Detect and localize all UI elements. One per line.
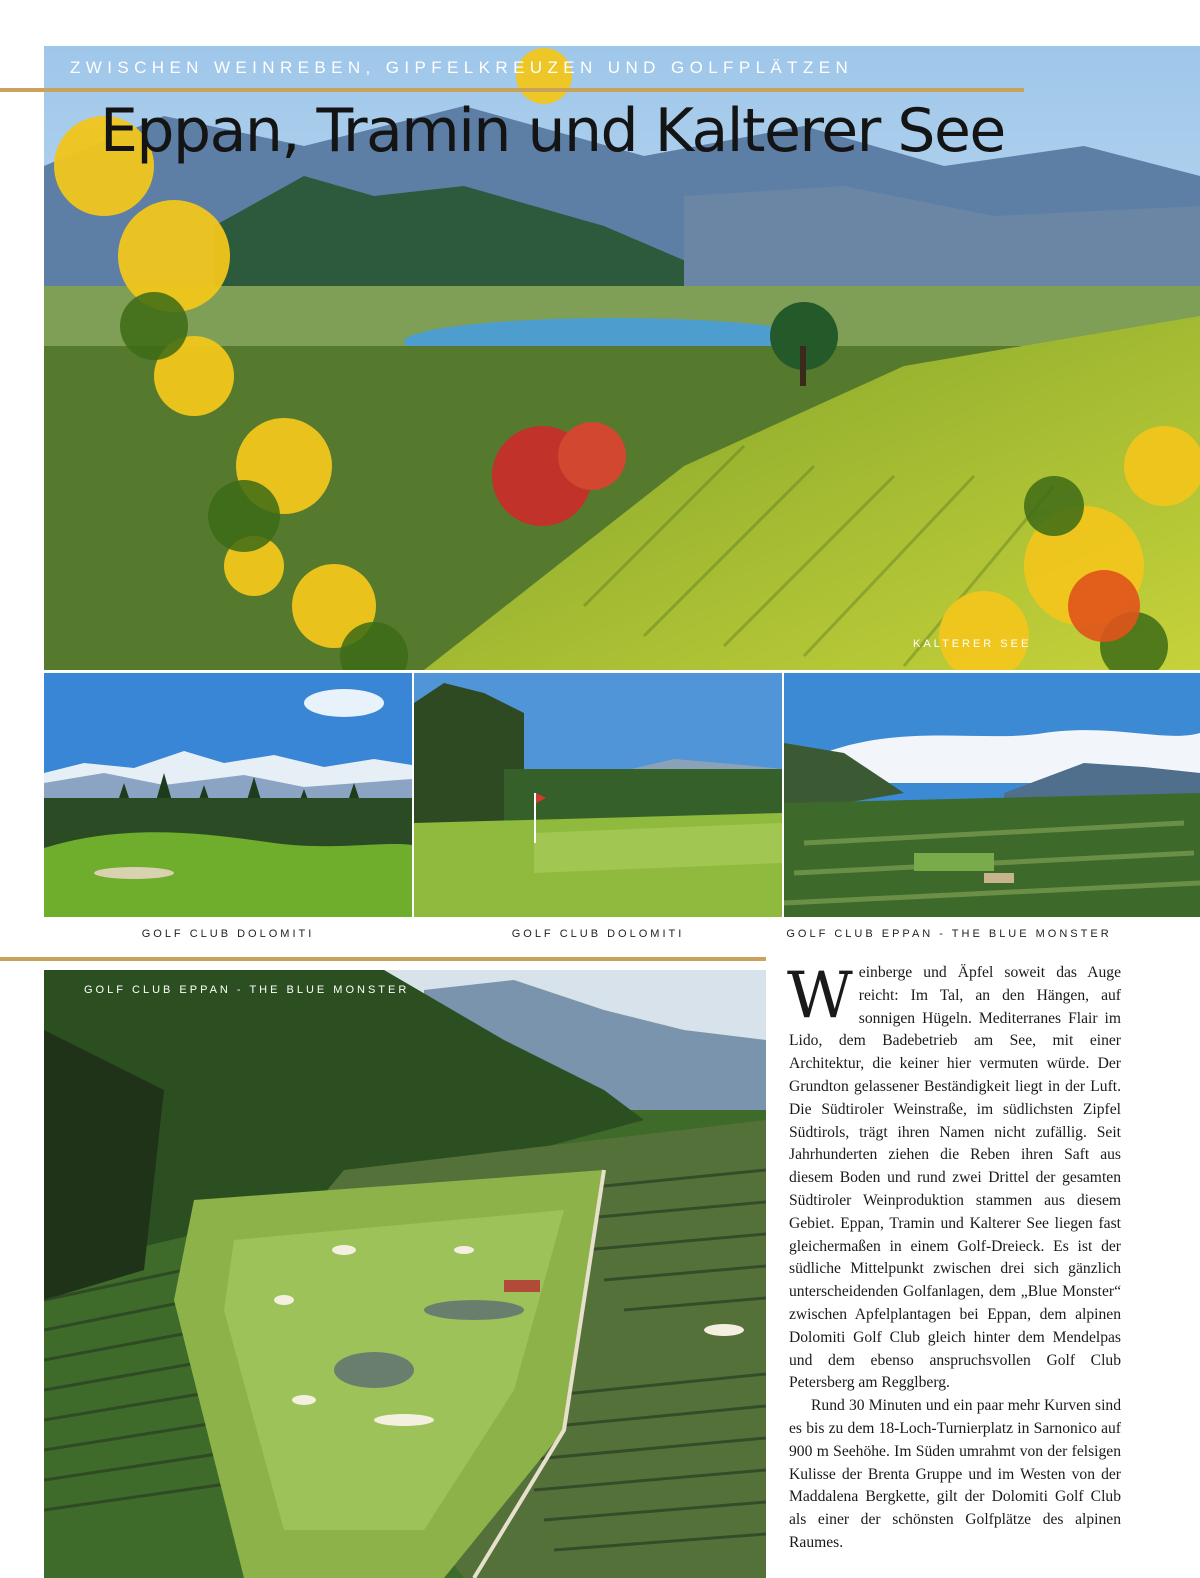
thumb-photo-golf-eppan [784, 673, 1200, 917]
aerial-photo-caption: GOLF CLUB EPPAN - THE BLUE MONSTER [84, 984, 410, 996]
article-body [787, 959, 1121, 1555]
thumb-caption-2: GOLF CLUB DOLOMITI [511, 928, 685, 940]
section-kicker: ZWISCHEN WEINREBEN, GIPFELKREUZEN UND GOLFPLÄTZEN [70, 58, 854, 77]
gold-divider-top [0, 88, 1024, 92]
article-paragraph-2: Rund 30 Minuten und ein paar mehr Kurven sind es bis zu dem 18-Loch-Turnierplatz in Sarnonico auf 900 m Seehöhe. Im Süden umrahmt von der felsigen Kulisse der Brenta Gruppe und im Westen von der Maddalena Bergkette, gilt der Dolomiti Golf Club als einer der schönsten Golfplätze des alpinen Raumes. [789, 1397, 1121, 1551]
golf-eppan-valley-illustration [784, 673, 1200, 917]
thumb-caption-3: GOLF CLUB EPPAN - THE BLUE MONSTER [786, 928, 1112, 940]
thumb-photo-golf-dolomiti-2 [414, 673, 782, 917]
page-title: Eppan, Tramin und Kalterer See [100, 96, 1005, 166]
drop-cap: W [787, 959, 853, 1033]
gold-divider-middle [0, 957, 766, 961]
article-paragraph-1-text: einberge und Äpfel soweit das Auge reicht: Im Tal, an den Hängen, auf sonnigen Hügeln. Mediterranes Flair im Lido, dem Badebetrieb am See, mit einer Architektur, die keiner hier vermuten würde. Der Grundton gelassener Beständigkeit liegt in der Luft. Die Südtiroler Weinstraße, im südlichsten Zipfel Südtirols, trägt ihren Namen nicht zufällig. Seit Jahrhunderten ziehen die Reben ihren Saft aus diesem Boden und rund zwei Drittel der gesamten Südtiroler Weinproduktion stammen aus diesem Gebiet. Eppan, Tramin und Kalterer See liegen fast gleichermaßen in einem Golf-Dreieck. Es ist der südliche Mittelpunkt zwischen drei sich gänzlich unterscheidenden Golfanlagen, dem „Blue Monster“ zwischen Apfelplantagen bei Eppan, dem alpinen Dolomiti Golf Club gleich hinter dem Mendelpas und dem ebenso anspruchsvollen Golf Club Petersberg am Regglberg. [789, 964, 1121, 1392]
thumb-caption-1: GOLF CLUB DOLOMITI [141, 928, 315, 940]
thumb-photo-golf-dolomiti-1 [44, 673, 412, 917]
golf-eppan-aerial-illustration [44, 970, 766, 1578]
hero-photo-caption: KALTERER SEE [913, 638, 1032, 650]
golf-dolomiti-mountains-illustration [44, 673, 412, 917]
golf-dolomiti-green-illustration [414, 673, 782, 917]
article-paragraph-1 [787, 959, 1121, 1395]
aerial-photo-golf-eppan [44, 970, 766, 1578]
